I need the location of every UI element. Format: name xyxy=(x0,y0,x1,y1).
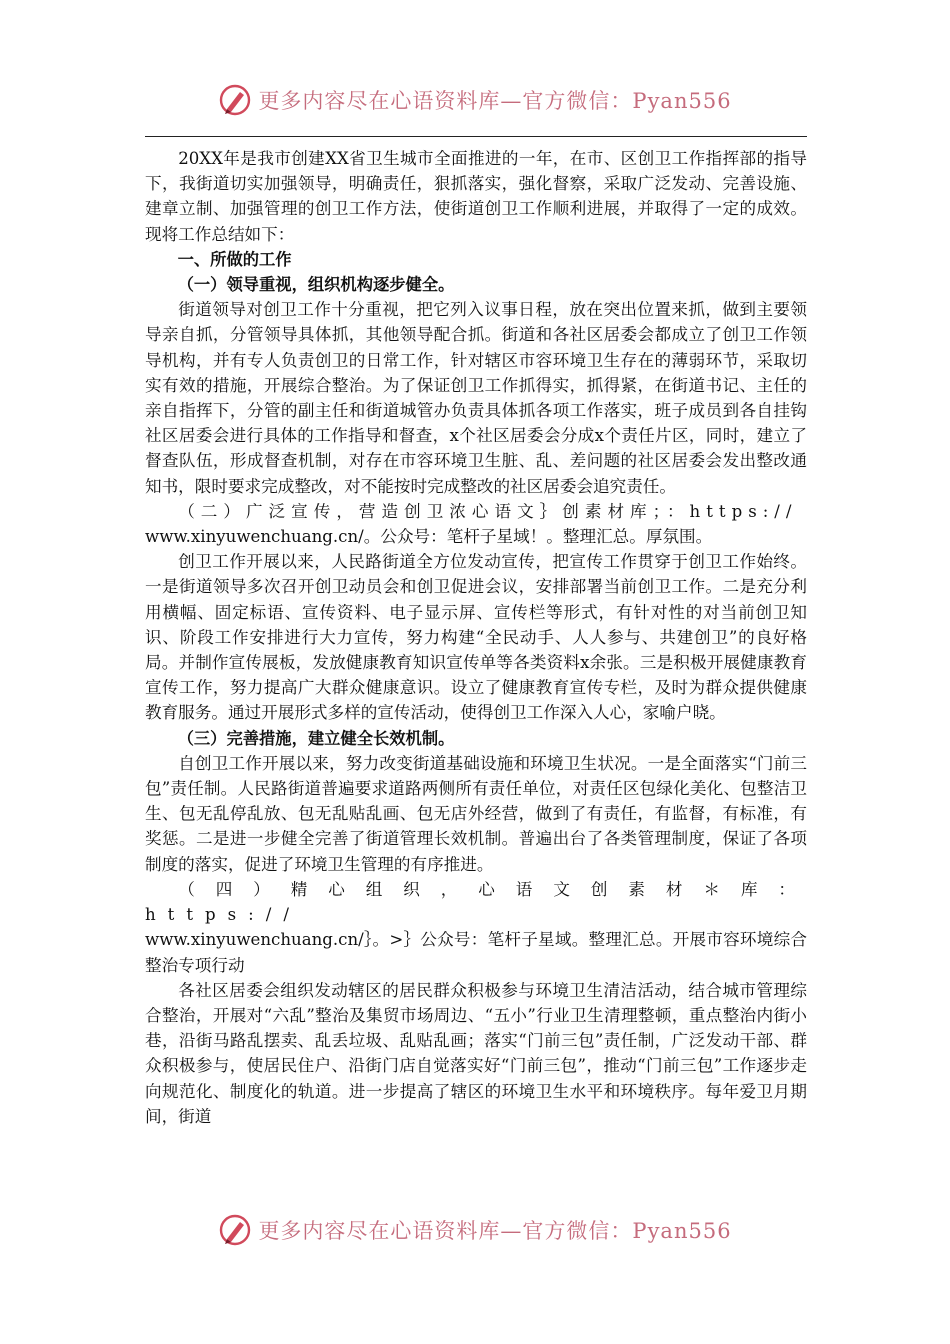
pen-logo-icon xyxy=(218,1213,252,1247)
pen-logo-icon xyxy=(218,83,252,117)
header-divider xyxy=(145,136,807,137)
document-body xyxy=(145,146,807,1129)
subsection-body-3: 自创卫工作开展以来，努力改变街道基础设施和环境卫生状况。一是全面落实“门前三包”责任制。人民路街道普遍要求道路两侧所有责任单位，对责任区包绿化美化、包整洁卫生、包无乱停乱放、包无乱贴乱画、包无店外经营，做到了有责任，有监督，有标准，有奖惩。二是进一步健全完善了街道管理长效机制。普遍出台了各类管理制度，保证了各项制度的落实，促进了环境卫生管理的有序推进。 xyxy=(145,753,807,874)
section-heading-1: 一、所做的工作 xyxy=(177,249,292,269)
subsection-body-2: 创卫工作开展以来，人民路街道全方位发动宣传，把宣传工作贯穿于创卫工作始终。一是街道领导多次召开创卫动员会和创卫促进会议，安排部署当前创卫工作。二是充分利用横幅、固定标语、宣传资料、电子显示屏、宣传栏等形式，有针对性的对当前创卫知识、阶段工作安排进行大力宣传，努力构建“全民动手、人人参与、共建创卫”的良好格局。并制作宣传展板，发放健康教育知识宣传单等各类资料x余张。三是积极开展健康教育宣传工作，努力提高广大群众健康意识。设立了健康教育宣传专栏，及时为群众提供健康教育服务。通过开展形式多样的宣传活动，使得创卫工作深入人心，家喻户晓。 xyxy=(145,552,807,723)
subsection-title-2b: www.xinyuwenchuang.cn/。公众号：笔杆子星域！。整理汇总。厚氛围。 xyxy=(145,527,713,547)
header-banner-text: 更多内容尽在心语资料库—官方微信：Pyan556 xyxy=(258,89,732,113)
footer-banner xyxy=(0,1210,950,1250)
subsection-title-1: （一）领导重视，组织机构逐步健全。 xyxy=(177,275,455,295)
footer-banner-text: 更多内容尽在心语资料库—官方微信：Pyan556 xyxy=(258,1219,732,1243)
subsection-body-4: 各社区居委会组织发动辖区的居民群众积极参与环境卫生清洁活动，结合城市管理综合整治，开展对“六乱”整治及集贸市场周边、“五小”行业卫生清理整顿，重点整治内街小巷，沿街马路乱摆卖、乱丢垃圾、乱贴乱画；落实“门前三包”责任制，广泛发动干部、群众积极参与，使居民住户、沿街门店自觉落实好“门前三包”，推动“门前三包”工作逐步走向规范化、制度化的轨道。进一步提高了辖区的环境卫生水平和环境秩序。每年爱卫月期间，街道 xyxy=(145,980,807,1126)
subsection-title-3: （三）完善措施，建立健全长效机制。 xyxy=(177,728,455,748)
header-banner xyxy=(0,80,950,120)
subsection-title-4a: （四）精心组织，心语文创素材＊库：https:// xyxy=(145,879,807,925)
subsection-title-4b: www.xinyuwenchuang.cn/｝。>｝公众号：笔杆子星域。整理汇总。开展市容环境综合整治专项行动 xyxy=(145,930,807,975)
subsection-title-2a: （二）广泛宣传，营造创卫浓心语文｝创素材库；：https:// xyxy=(178,501,798,521)
subsection-body-1: 街道领导对创卫工作十分重视，把它列入议事日程，放在突出位置来抓，做到主要领导亲自抓，分管领导具体抓，其他领导配合抓。街道和各社区居委会都成立了创卫工作领导机构，并有专人负责创卫的日常工作，针对辖区市容环境卫生存在的薄弱环节，采取切实有效的措施，开展综合整治。为了保证创卫工作抓得实，抓得紧，在街道书记、主任的亲自指挥下，分管的副主任和街道城管办负责具体抓各项工作落实，班子成员到各自挂钩社区居委会进行具体的工作指导和督查，x个社区居委会分成x个责任片区，同时，建立了督查队伍，形成督查机制，对存在市容环境卫生脏、乱、差问题的社区居委会发出整改通知书，限时要求完成整改，对不能按时完成整改的社区居委会追究责任。 xyxy=(145,300,807,496)
intro-paragraph: 20XX年是我市创建XX省卫生城市全面推进的一年，在市、区创卫工作指挥部的指导下，我街道切实加强领导，明确责任，狠抓落实，强化督察，采取广泛发动、完善设施、建章立制、加强管理的创卫工作方法，使街道创卫工作顺利进展，并取得了一定的成效。现将工作总结如下： xyxy=(145,149,807,244)
